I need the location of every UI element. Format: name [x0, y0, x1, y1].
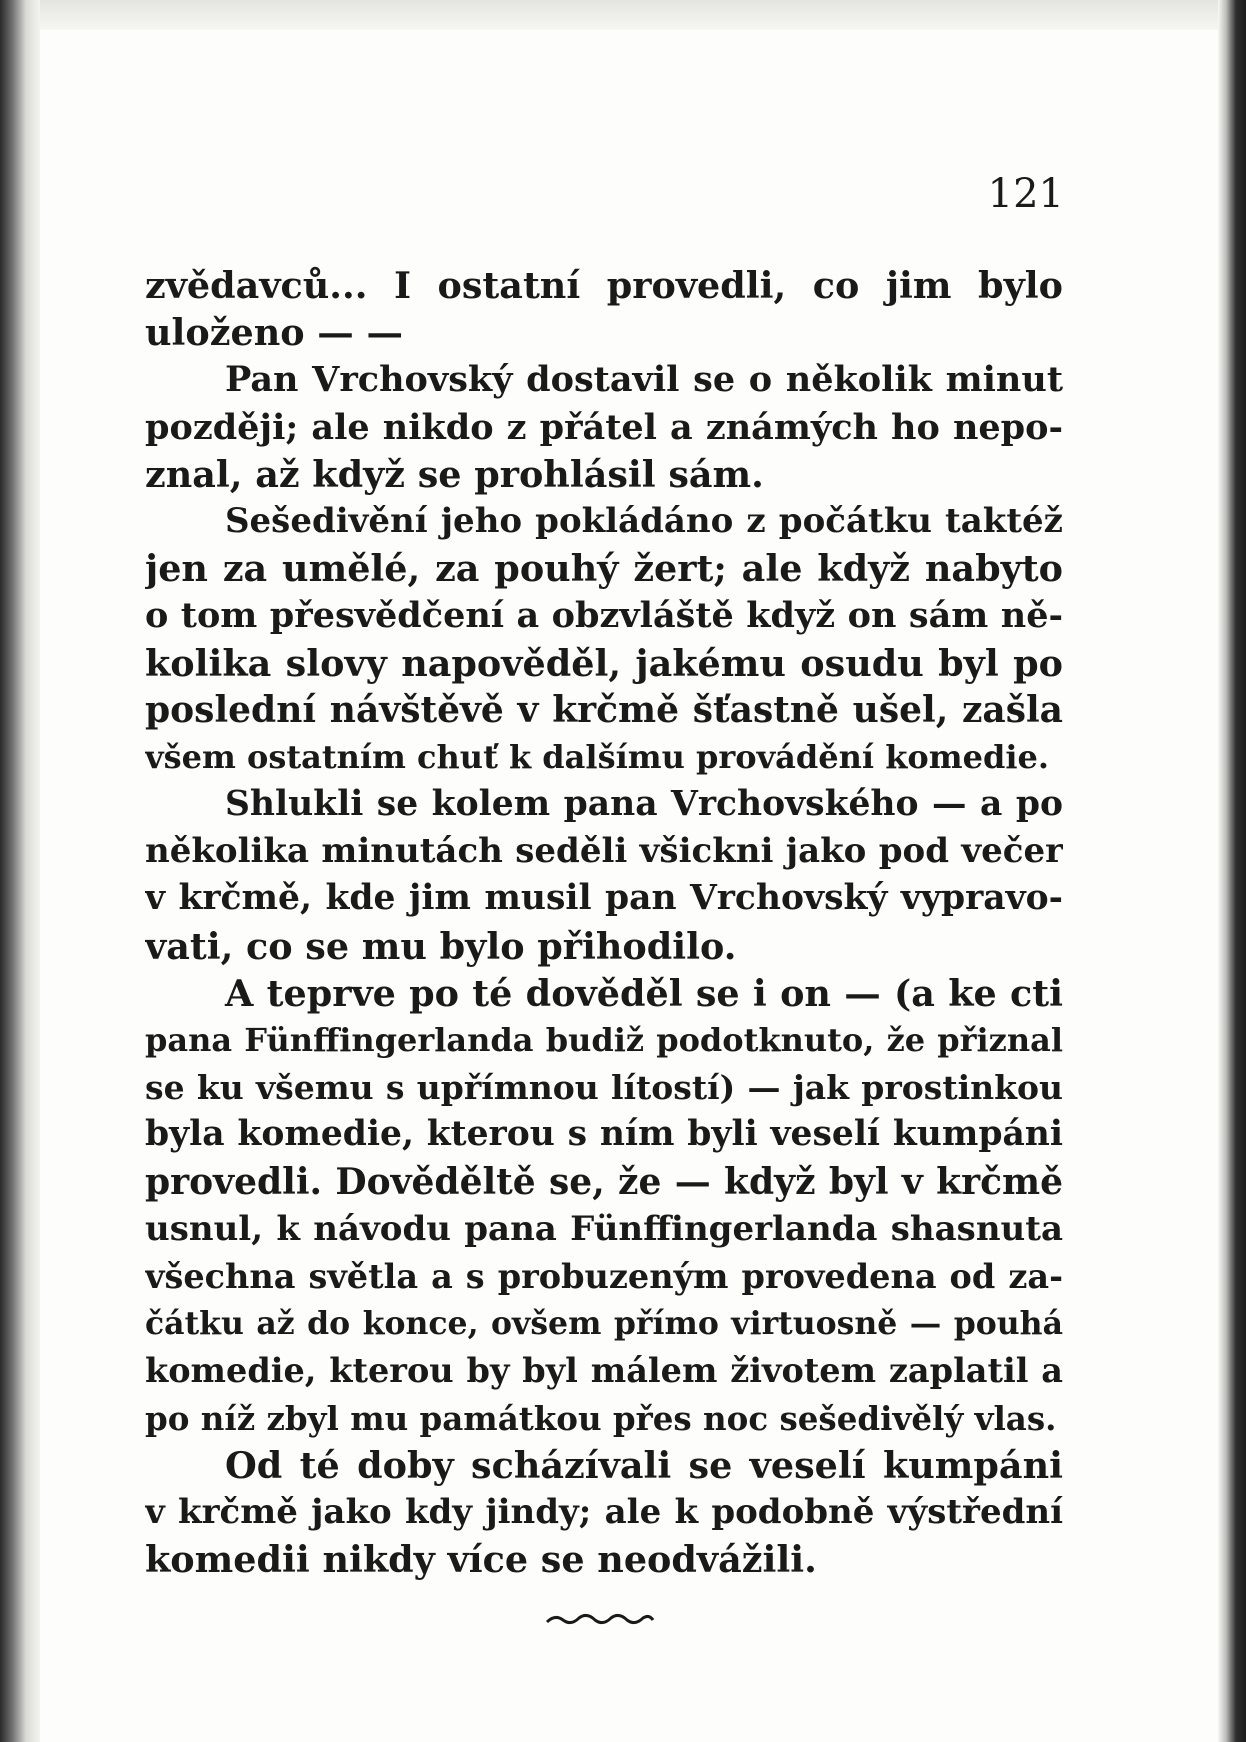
text-line: Od té doby scházívali se veselí kumpáni	[225, 1443, 1063, 1487]
text-line: provedli. Dověděltě se, že — když byl v krčmě	[145, 1160, 1063, 1203]
text-line: jen za umělé, za pouhý žert; ale když nabyto	[145, 547, 1063, 591]
text-line: Sešedivění jeho pokládáno z počátku taktéž	[225, 500, 1063, 541]
scan-border-right	[1218, 0, 1246, 1742]
text-line: zvědavců... I ostatní provedli, co jim bylo	[145, 264, 1063, 307]
body-text	[145, 262, 1063, 1583]
text-line: znal, až když se prohlásil sám.	[145, 452, 764, 496]
text-line: komedie, kterou by byl málem životem zaplatil a	[145, 1351, 1063, 1391]
text-line: byla komedie, kterou s ním byli veselí kumpáni	[145, 1114, 1063, 1155]
scan-shadow-top	[30, 0, 1220, 30]
page-number: 121	[987, 171, 1064, 217]
text-line: A teprve po té dověděl se i on — (a ke cti	[225, 971, 1063, 1015]
text-line: po níž zbyl mu památkou přes noc sešedivělý vlas.	[145, 1398, 1057, 1438]
text-line: pana Fünffingerlanda budiž podotknuto, že přiznal	[145, 1021, 1063, 1059]
text-line: vati, co se mu bylo přihodilo.	[145, 924, 737, 968]
text-line: Shlukli se kolem pana Vrchovského — a po	[225, 784, 1063, 825]
scan-border-left	[0, 0, 40, 1742]
text-line: několika minutách seděli všickni jako pod večer	[145, 831, 1063, 872]
text-line: poslední návštěvě v krčmě šťastně ušel, zašla	[145, 688, 1063, 731]
text-line: všechna světla a s probuzeným provedena od za-	[145, 1256, 1063, 1296]
text-line: všem ostatním chuť k dalšímu provádění komedie.	[145, 737, 1049, 776]
text-line: se ku všemu s upřímnou lítostí) — jak prostinkou	[145, 1068, 1063, 1108]
text-line: o tom přesvědčení a obzvláště když on sám ně-	[145, 595, 1063, 637]
text-line: čátku až do konce, ovšem přímo virtuosně — pouhá	[145, 1305, 1063, 1343]
text-line: v krčmě jako kdy jindy; ale k podobně výstřední	[145, 1491, 1063, 1532]
text-line: usnul, k návodu pana Fünffingerlanda shasnuta	[145, 1208, 1063, 1249]
text-line: uloženo — —	[145, 311, 403, 355]
text-line: v krčmě, kde jim musil pan Vrchovský vypravo-	[145, 878, 1063, 919]
end-ornament-icon	[545, 1604, 655, 1634]
text-line: kolika slovy napověděl, jakému osudu byl po	[145, 641, 1063, 685]
text-line: komedii nikdy více se neodvážili.	[145, 1538, 817, 1582]
text-line: později; ale nikdo z přátel a známých ho nepo-	[145, 406, 1063, 448]
text-line: Pan Vrchovský dostavil se o několik minut	[225, 359, 1063, 401]
